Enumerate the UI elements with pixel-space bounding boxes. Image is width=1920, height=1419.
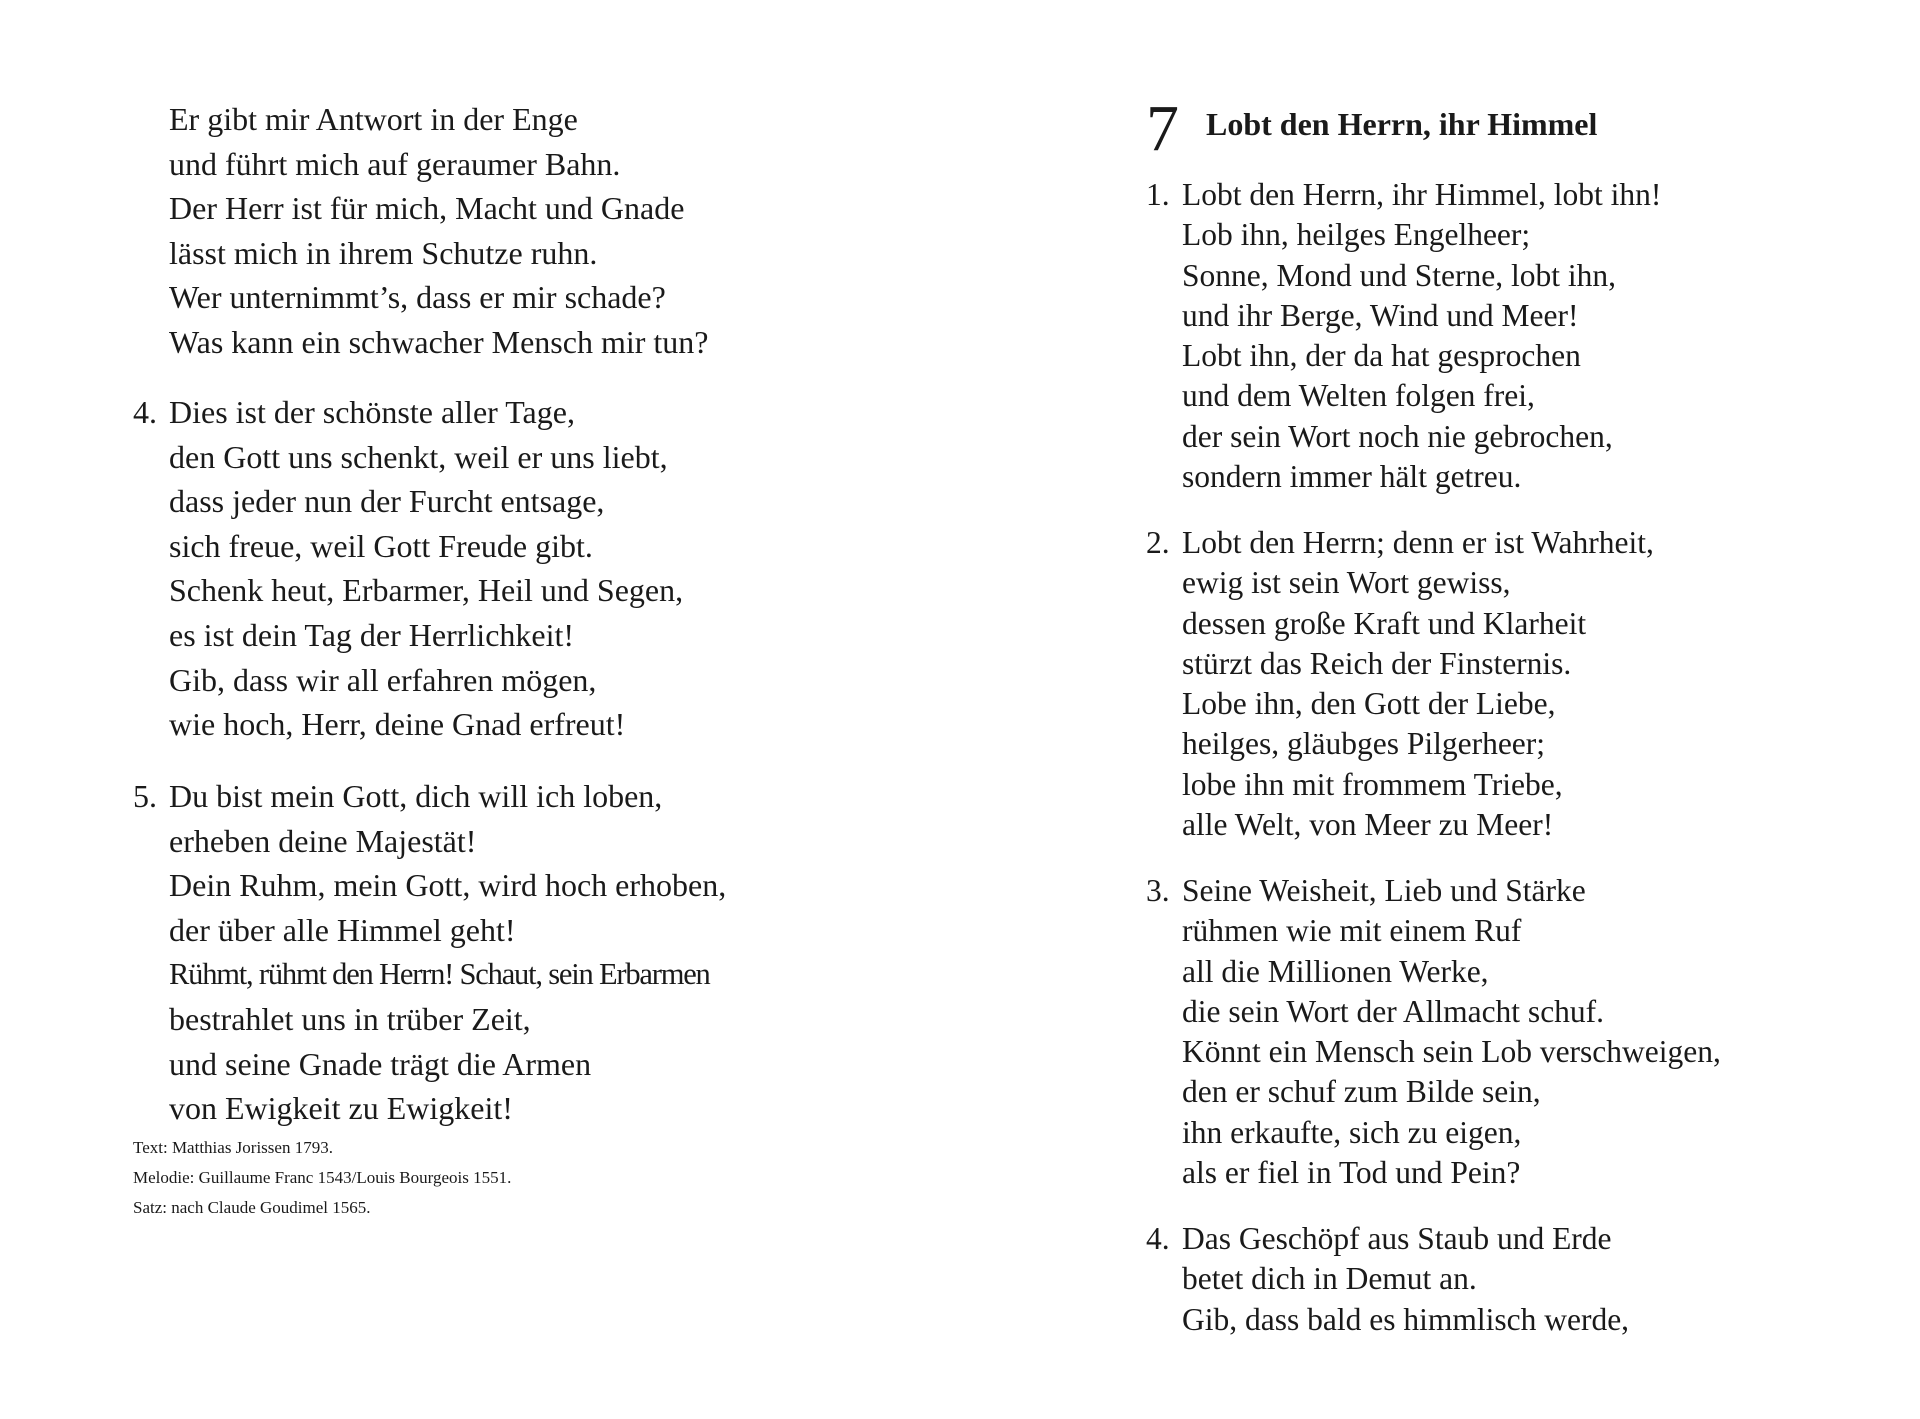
verse-line: den Gott uns schenkt, weil er uns liebt, xyxy=(169,438,668,475)
verse-line: Dies ist der schönste aller Tage, xyxy=(169,394,575,430)
verse-line: sich freue, weil Gott Freude gibt. xyxy=(169,527,593,564)
verse-line: Lobt den Herrn, ihr Himmel, lobt ihn! xyxy=(1182,177,1662,212)
verse-line: stürzt das Reich der Finsternis. xyxy=(1182,645,1572,681)
verse-line: Könnt ein Mensch sein Lob verschweigen, xyxy=(1182,1034,1721,1070)
verse-line: Das Geschöpf aus Staub und Erde xyxy=(1182,1221,1612,1256)
verse-line: lobe ihn mit frommem Triebe, xyxy=(1182,766,1563,802)
stanza-number: 4. xyxy=(1146,1221,1170,1256)
verse-line: der sein Wort noch nie gebrochen, xyxy=(1182,418,1613,454)
verse-line: und ihr Berge, Wind und Meer! xyxy=(1182,297,1579,333)
credit-text: Text: Matthias Jorissen 1793. xyxy=(133,1138,333,1157)
verse-line: Dein Ruhm, mein Gott, wird hoch erhoben, xyxy=(169,867,727,904)
verse-line: den er schuf zum Bilde sein, xyxy=(1182,1074,1541,1110)
verse-line: erheben deine Majestät! xyxy=(169,822,477,859)
stanza-5 xyxy=(169,774,726,1131)
stanza-number: 3. xyxy=(1146,873,1170,908)
verse-line: Der Herr ist für mich, Macht und Gnade xyxy=(169,190,685,227)
verse-line: Lob ihn, heilges Engelheer; xyxy=(1182,217,1531,253)
stanza-1 xyxy=(1182,175,1661,497)
verse-line: ewig ist sein Wort gewiss, xyxy=(1182,565,1511,601)
verse-line: Was kann ein schwacher Mensch mir tun? xyxy=(169,323,709,360)
verse-line: Gib, dass wir all erfahren mögen, xyxy=(169,661,597,698)
verse-line: der über alle Himmel geht! xyxy=(169,911,516,948)
stanza-3-continuation xyxy=(169,97,708,365)
stanza-2 xyxy=(1182,523,1654,845)
verse-line: Seine Weisheit, Lieb und Stärke xyxy=(1182,873,1586,908)
stanza-3 xyxy=(1182,871,1721,1193)
verse-line: Lobe ihn, den Gott der Liebe, xyxy=(1182,686,1556,722)
verse-line: und führt mich auf geraumer Bahn. xyxy=(169,145,621,182)
verse-line: Schenk heut, Erbarmer, Heil und Segen, xyxy=(169,572,684,609)
verse-line: rühmen wie mit einem Ruf xyxy=(1182,913,1522,949)
verse-line: betet dich in Demut an. xyxy=(1182,1261,1477,1297)
verse-line: Du bist mein Gott, dich will ich loben, xyxy=(169,778,663,814)
stanza-number: 4. xyxy=(133,394,157,430)
verse-line: ihn erkaufte, sich zu eigen, xyxy=(1182,1114,1522,1150)
verse-line: Er gibt mir Antwort in der Enge xyxy=(169,101,578,137)
verse-line: sondern immer hält getreu. xyxy=(1182,459,1522,495)
stanza-4 xyxy=(169,390,683,747)
hymn-title: Lobt den Herrn, ihr Himmel xyxy=(1206,106,1598,142)
verse-line: dessen große Kraft und Klarheit xyxy=(1182,605,1587,641)
stanza-number: 1. xyxy=(1146,177,1170,212)
verse-line: es ist dein Tag der Herrlichkeit! xyxy=(169,616,575,653)
verse-line: und seine Gnade trägt die Armen xyxy=(169,1045,592,1082)
stanza-number: 5. xyxy=(133,778,157,814)
verse-line: wie hoch, Herr, deine Gnad erfreut! xyxy=(169,706,626,743)
credit-melody: Melodie: Guillaume Franc 1543/Louis Bourgeois 1551. xyxy=(133,1168,512,1187)
verse-line: lässt mich in ihrem Schutze ruhn. xyxy=(169,234,598,271)
verse-line: Lobt ihn, der da hat gesprochen xyxy=(1182,338,1581,374)
stanza-4-partial xyxy=(1182,1219,1629,1340)
verse-line: Sonne, Mond und Sterne, lobt ihn, xyxy=(1182,257,1616,293)
verse-line: bestrahlet uns in trüber Zeit, xyxy=(169,1000,531,1037)
verse-line: Wer unternimmt’s, dass er mir schade? xyxy=(169,279,666,316)
verse-line: dass jeder nun der Furcht entsage, xyxy=(169,483,605,520)
credit-setting: Satz: nach Claude Goudimel 1565. xyxy=(133,1198,371,1217)
verse-line: und dem Welten folgen frei, xyxy=(1182,378,1535,414)
stanza-number: 2. xyxy=(1146,525,1170,560)
hymn-credits xyxy=(133,1133,511,1223)
hymn-number: 7 xyxy=(1146,92,1179,165)
verse-line: heilges, gläubges Pilgerheer; xyxy=(1182,726,1546,762)
verse-line: Lobt den Herrn; denn er ist Wahrheit, xyxy=(1182,525,1654,560)
verse-line: von Ewigkeit zu Ewigkeit! xyxy=(169,1090,513,1127)
verse-line: als er fiel in Tod und Pein? xyxy=(1182,1155,1521,1191)
verse-line: alle Welt, von Meer zu Meer! xyxy=(1182,807,1554,843)
verse-line: Rühmt, rühmt den Herrn! Schaut, sein Erbarmen xyxy=(169,957,710,992)
verse-line: all die Millionen Werke, xyxy=(1182,953,1489,989)
verse-line: die sein Wort der Allmacht schuf. xyxy=(1182,993,1605,1029)
verse-line: Gib, dass bald es himmlisch werde, xyxy=(1182,1301,1630,1337)
